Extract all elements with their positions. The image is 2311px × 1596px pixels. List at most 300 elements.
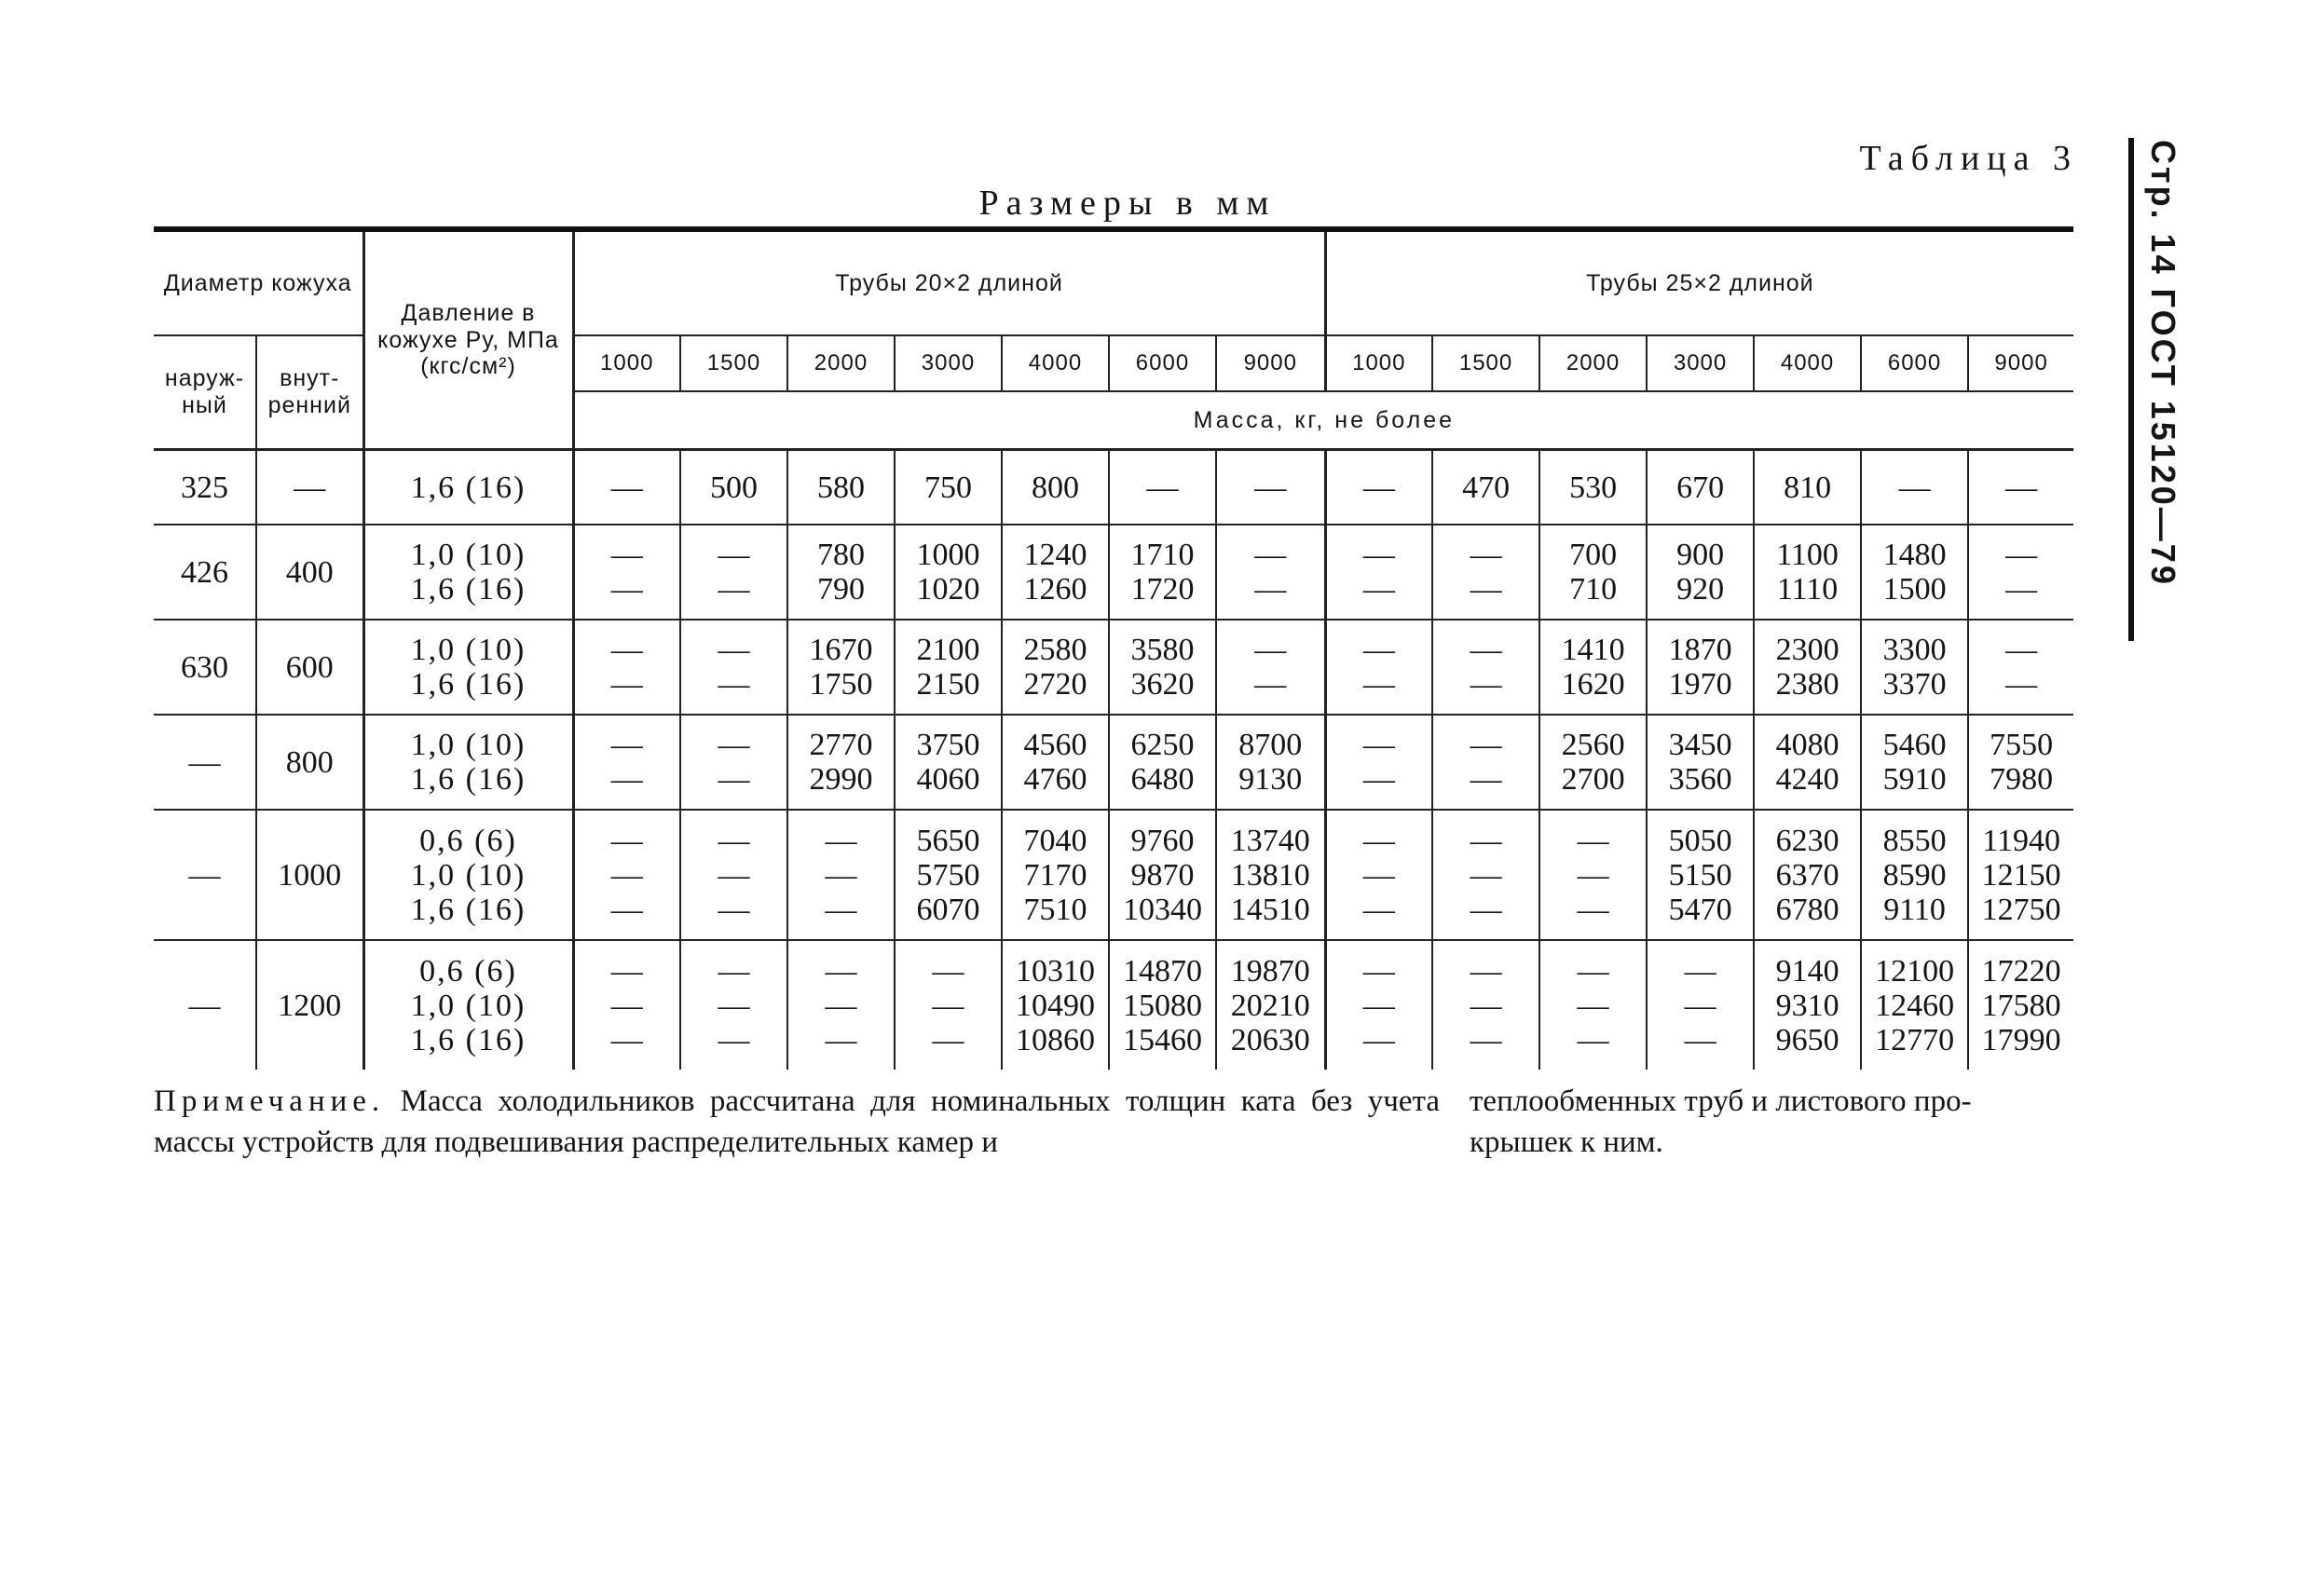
cell-line: 5750: [916, 857, 980, 893]
cell-mass-25: [1539, 940, 1647, 1070]
cell-line: —: [1362, 762, 1395, 797]
cell-line: 810: [1784, 470, 1832, 505]
cell-mass-20: [680, 620, 787, 715]
table-row: [154, 525, 2073, 620]
cell-mass-20: [1109, 450, 1216, 525]
cell-line: —: [1254, 470, 1287, 505]
cell-pressure: [363, 715, 573, 810]
cell-outer-diameter: 630: [154, 620, 256, 715]
cell-mass-20: [573, 940, 680, 1070]
cell-line: —: [610, 538, 643, 572]
cell-line: 1620: [1561, 667, 1625, 702]
cell-mass-25: [1754, 715, 1861, 810]
cell-mass-25: [1647, 940, 1754, 1070]
cell-pressure: [363, 810, 573, 940]
cell-line: —: [1146, 470, 1179, 505]
cell-line: —: [825, 892, 857, 927]
cell-mass-20: [787, 940, 895, 1070]
cell-line: 1970: [1668, 667, 1732, 702]
cell-line: —: [1362, 1022, 1395, 1057]
cell-line: —: [1362, 633, 1395, 667]
cell-line: 3620: [1130, 667, 1195, 702]
cell-line: —: [1577, 857, 1609, 893]
cell-line: —: [610, 633, 643, 667]
cell-mass-20: [1216, 715, 1325, 810]
cell-pressure: [363, 450, 573, 525]
footnote-text-1: Масса холодильников рассчитана для номинальных толщин ката без учета массы устройств для подвешивания распределительных камер и: [154, 1084, 1440, 1159]
cell-line: 800: [1032, 470, 1079, 505]
cell-line: —: [1470, 892, 1502, 927]
cell-line: 2380: [1775, 667, 1839, 702]
cell-line: 3560: [1668, 762, 1732, 797]
cell-line: —: [2005, 470, 2038, 505]
cell-line: 1240: [1023, 538, 1087, 572]
cell-mass-20: [895, 525, 1002, 620]
footnote-column-1: [154, 1081, 1440, 1163]
cell-line: —: [1577, 892, 1609, 927]
cell-line: —: [718, 857, 750, 893]
cell-mass-25: [1647, 810, 1754, 940]
cell-line: —: [1362, 857, 1395, 893]
cell-line: —: [1470, 667, 1502, 702]
cell-line: —: [1254, 538, 1287, 572]
cell-line: 2300: [1775, 633, 1839, 667]
cell-mass-20: [680, 525, 787, 620]
cell-inner-diameter: 1200: [256, 940, 363, 1070]
cell-mass-20: [573, 715, 680, 810]
cell-line: —: [2005, 667, 2038, 702]
cell-mass-25: [1861, 940, 1968, 1070]
cell-mass-20: [1002, 620, 1109, 715]
cell-line: 14870: [1123, 953, 1202, 989]
cell-line: 20630: [1230, 1022, 1310, 1057]
cell-line: 4060: [916, 762, 980, 797]
cell-mass-20: [1216, 525, 1325, 620]
cell-line: 1720: [1130, 572, 1195, 607]
cell-mass-20: [1002, 715, 1109, 810]
cell-line: —: [1577, 823, 1609, 858]
cell-line: —: [1470, 823, 1502, 858]
table-row: [154, 810, 2073, 940]
cell-line: —: [825, 857, 857, 893]
cell-line: 1,0 (10): [410, 538, 526, 572]
cell-line: 9760: [1130, 823, 1195, 858]
cell-line: —: [610, 572, 643, 607]
cell-inner-diameter: 400: [256, 525, 363, 620]
units-caption: Размеры в мм: [978, 184, 1277, 223]
cell-line: 10860: [1016, 1022, 1095, 1057]
cell-mass-25: [1861, 450, 1968, 525]
cell-line: —: [1362, 953, 1395, 989]
cell-pressure: [363, 620, 573, 715]
table-row: [154, 620, 2073, 715]
cell-mass-20: [1109, 525, 1216, 620]
cell-line: —: [610, 823, 643, 858]
cell-line: 20210: [1230, 988, 1310, 1023]
cell-line: 17220: [1981, 953, 2061, 989]
cell-line: 2580: [1023, 633, 1087, 667]
cell-line: 700: [1569, 538, 1618, 572]
cell-line: 1100: [1776, 538, 1839, 572]
header-inner-diameter: внут-ренний: [256, 335, 363, 450]
footnote-column-2: теплообменных труб и листового про-крышек к ним.: [1470, 1084, 1972, 1159]
cell-line: —: [825, 1022, 857, 1057]
cell-mass-20: [1002, 450, 1109, 525]
cell-mass-25: [1754, 810, 1861, 940]
cell-line: 6070: [916, 892, 980, 927]
cell-pressure: [363, 940, 573, 1070]
cell-mass-25: [1325, 715, 1432, 810]
cell-line: 7040: [1023, 823, 1087, 858]
cell-line: —: [932, 988, 964, 1023]
cell-line: 580: [817, 470, 865, 505]
cell-line: 6370: [1775, 857, 1839, 893]
cell-line: 13810: [1230, 857, 1310, 893]
cell-line: 5460: [1882, 728, 1947, 762]
cell-line: 9870: [1130, 857, 1195, 893]
cell-line: —: [610, 857, 643, 893]
cell-line: 1,0 (10): [410, 857, 526, 893]
cell-mass-20: [1109, 715, 1216, 810]
cell-mass-20: [787, 620, 895, 715]
cell-line: 2700: [1561, 762, 1625, 797]
cell-line: —: [1470, 728, 1502, 762]
cell-line: 9650: [1775, 1022, 1839, 1057]
cell-line: —: [1362, 470, 1395, 505]
cell-outer-diameter: —: [154, 810, 256, 940]
cell-mass-20: [1216, 810, 1325, 940]
cell-line: —: [1577, 988, 1609, 1023]
cell-line: 7170: [1023, 857, 1087, 893]
cell-line: —: [2005, 538, 2038, 572]
cell-outer-diameter: —: [154, 940, 256, 1070]
cell-line: 0,6 (6): [419, 823, 517, 858]
cell-line: 10340: [1123, 892, 1202, 927]
cell-line: 1110: [1776, 572, 1839, 607]
cell-line: —: [610, 988, 643, 1023]
table-row: [154, 450, 2073, 525]
cell-mass-20: [573, 810, 680, 940]
cell-line: 4760: [1023, 762, 1087, 797]
cell-mass-25: [1539, 715, 1647, 810]
cell-mass-20: [573, 450, 680, 525]
cell-line: 1,6 (16): [410, 892, 526, 927]
cell-line: 3750: [916, 728, 980, 762]
cell-line: 1,0 (10): [410, 988, 526, 1023]
spec-table: [154, 232, 2073, 1070]
cell-mass-25: [1754, 450, 1861, 525]
cell-line: —: [1470, 988, 1502, 1023]
cell-line: 8590: [1882, 857, 1947, 893]
cell-line: 9310: [1775, 988, 1839, 1023]
cell-mass-25: [1432, 450, 1539, 525]
cell-line: 4240: [1775, 762, 1839, 797]
cell-mass-25: [1325, 940, 1432, 1070]
cell-mass-20: [787, 715, 895, 810]
cell-mass-20: [895, 810, 1002, 940]
cell-line: —: [1470, 857, 1502, 893]
header-length-20: 3000: [895, 335, 1002, 391]
cell-line: 2990: [809, 762, 873, 797]
header-shell-diameter: Диаметр кожуха: [154, 232, 363, 335]
cell-mass-20: [787, 450, 895, 525]
cell-mass-25: [1432, 525, 1539, 620]
cell-line: 11940: [1982, 823, 2060, 858]
cell-line: 5470: [1668, 892, 1732, 927]
header-length-25: 1500: [1432, 335, 1539, 391]
cell-line: 5910: [1882, 762, 1947, 797]
cell-mass-20: [573, 525, 680, 620]
cell-line: 8550: [1882, 823, 1947, 858]
cell-mass-20: [787, 525, 895, 620]
cell-line: —: [718, 538, 750, 572]
cell-line: 17990: [1981, 1022, 2061, 1057]
cell-line: 3580: [1130, 633, 1195, 667]
header-length-25: 4000: [1754, 335, 1861, 391]
cell-line: —: [610, 892, 643, 927]
cell-line: —: [1470, 633, 1502, 667]
cell-line: 8700: [1238, 728, 1303, 762]
cell-line: 12150: [1981, 857, 2061, 893]
cell-line: —: [718, 633, 750, 667]
cell-mass-20: [680, 450, 787, 525]
cell-line: —: [610, 667, 643, 702]
cell-mass-25: [1325, 450, 1432, 525]
cell-mass-20: [680, 810, 787, 940]
cell-mass-25: [1647, 620, 1754, 715]
cell-line: —: [1362, 538, 1395, 572]
side-page-header: Стр. 14 ГОСТ 15120—79: [2144, 140, 2182, 587]
header-length-25: 6000: [1861, 335, 1968, 391]
cell-line: 1,6 (16): [410, 470, 526, 505]
cell-line: —: [610, 1022, 643, 1057]
cell-line: 9110: [1883, 892, 1946, 927]
cell-line: —: [718, 823, 750, 858]
cell-mass-20: [1109, 620, 1216, 715]
cell-mass-25: [1539, 450, 1647, 525]
cell-line: 4080: [1775, 728, 1839, 762]
header-outer-diameter: наруж-ный: [154, 335, 256, 450]
cell-line: 3300: [1882, 633, 1947, 667]
cell-line: —: [932, 953, 964, 989]
cell-inner-diameter: 1000: [256, 810, 363, 940]
cell-mass-25: [1647, 715, 1754, 810]
cell-mass-25: [1754, 620, 1861, 715]
table-row: [154, 940, 2073, 1070]
cell-line: 1,0 (10): [410, 633, 526, 667]
cell-line: —: [718, 572, 750, 607]
cell-outer-diameter: 325: [154, 450, 256, 525]
cell-mass-20: [1216, 620, 1325, 715]
cell-line: 7550: [1990, 728, 2054, 762]
cell-line: 1,0 (10): [410, 728, 526, 762]
cell-line: —: [1362, 572, 1395, 607]
cell-mass-25: [1325, 620, 1432, 715]
cell-mass-20: [895, 450, 1002, 525]
cell-line: —: [718, 667, 750, 702]
cell-line: —: [1577, 1022, 1609, 1057]
cell-line: 2720: [1023, 667, 1087, 702]
cell-mass-25: [1539, 620, 1647, 715]
cell-mass-25: [1861, 810, 1968, 940]
cell-line: 7980: [1990, 762, 2054, 797]
cell-line: 1870: [1668, 633, 1732, 667]
cell-line: 1000: [916, 538, 980, 572]
header-tubes-25: Трубы 25×2 длиной: [1325, 232, 2073, 335]
cell-line: —: [1684, 988, 1716, 1023]
cell-line: —: [1470, 538, 1502, 572]
cell-mass-25: [1539, 525, 1647, 620]
cell-mass-25: [1325, 525, 1432, 620]
table-row: [154, 715, 2073, 810]
cell-line: 6480: [1130, 762, 1195, 797]
cell-mass-25: [1325, 810, 1432, 940]
table-body: [154, 450, 2073, 1071]
cell-mass-20: [1002, 525, 1109, 620]
cell-line: 10490: [1016, 988, 1095, 1023]
cell-line: 750: [924, 470, 972, 505]
cell-line: 500: [710, 470, 758, 505]
cell-mass-20: [787, 810, 895, 940]
header-mass: Масса, кг, не более: [573, 391, 2073, 450]
cell-line: —: [1470, 762, 1502, 797]
cell-pressure: [363, 525, 573, 620]
cell-line: —: [1362, 728, 1395, 762]
cell-line: 5050: [1668, 823, 1732, 858]
cell-line: 530: [1569, 470, 1618, 505]
spec-table-container: [154, 226, 2073, 1070]
cell-line: 15460: [1123, 1022, 1202, 1057]
cell-line: 13740: [1230, 823, 1310, 858]
cell-line: 1410: [1561, 633, 1625, 667]
cell-line: —: [718, 988, 750, 1023]
cell-line: 10310: [1016, 953, 1095, 989]
cell-line: —: [1470, 572, 1502, 607]
header-length-20: 1500: [680, 335, 787, 391]
cell-line: —: [825, 988, 857, 1023]
cell-line: 2100: [916, 633, 980, 667]
cell-line: —: [2005, 633, 2038, 667]
header-length-20: 9000: [1216, 335, 1325, 391]
cell-line: —: [718, 728, 750, 762]
header-length-25: 9000: [1968, 335, 2073, 391]
cell-line: —: [718, 892, 750, 927]
cell-mass-25: [1968, 525, 2073, 620]
cell-line: 12750: [1981, 892, 2061, 927]
cell-line: 12460: [1875, 988, 1955, 1023]
cell-mass-25: [1432, 715, 1539, 810]
cell-mass-20: [895, 940, 1002, 1070]
cell-line: —: [1254, 633, 1287, 667]
cell-mass-25: [1861, 715, 1968, 810]
cell-line: —: [1898, 470, 1931, 505]
cell-mass-25: [1968, 940, 2073, 1070]
cell-mass-20: [1216, 450, 1325, 525]
cell-line: —: [825, 953, 857, 989]
footnote-label: Примечание.: [154, 1084, 386, 1118]
cell-line: 780: [817, 538, 865, 572]
table-number-label: Таблица 3: [1859, 139, 2078, 178]
header-length-20: 6000: [1109, 335, 1216, 391]
cell-line: 1500: [1882, 572, 1947, 607]
cell-line: 4560: [1023, 728, 1087, 762]
cell-line: 9130: [1238, 762, 1303, 797]
cell-line: —: [718, 1022, 750, 1057]
cell-line: 3450: [1668, 728, 1732, 762]
cell-mass-25: [1647, 525, 1754, 620]
header-length-20: 2000: [787, 335, 895, 391]
cell-line: 1020: [916, 572, 980, 607]
header-pressure: Давление в кожухе Pу, МПа (кгс/см²): [363, 232, 573, 450]
cell-line: 12770: [1875, 1022, 1955, 1057]
cell-line: —: [1362, 667, 1395, 702]
cell-mass-25: [1647, 450, 1754, 525]
cell-line: 2150: [916, 667, 980, 702]
cell-mass-20: [680, 940, 787, 1070]
cell-mass-25: [1861, 525, 1968, 620]
cell-line: —: [1577, 953, 1609, 989]
cell-line: 6230: [1775, 823, 1839, 858]
cell-mass-25: [1968, 450, 2073, 525]
cell-line: 0,6 (6): [419, 953, 517, 989]
cell-line: 5150: [1668, 857, 1732, 893]
cell-line: 14510: [1230, 892, 1310, 927]
cell-line: 1,6 (16): [410, 667, 526, 702]
cell-mass-25: [1432, 810, 1539, 940]
header-length-25: 3000: [1647, 335, 1754, 391]
cell-line: —: [610, 762, 643, 797]
cell-mass-25: [1968, 810, 2073, 940]
cell-mass-25: [1968, 715, 2073, 810]
cell-line: —: [1254, 572, 1287, 607]
cell-mass-20: [680, 715, 787, 810]
cell-line: —: [1470, 953, 1502, 989]
cell-line: —: [610, 470, 643, 505]
cell-line: 1,6 (16): [410, 1022, 526, 1057]
cell-line: —: [1684, 1022, 1716, 1057]
cell-line: —: [1684, 953, 1716, 989]
cell-line: 1670: [809, 633, 873, 667]
cell-line: 1750: [809, 667, 873, 702]
cell-line: 2560: [1561, 728, 1625, 762]
cell-line: —: [1470, 1022, 1502, 1057]
cell-line: 6780: [1775, 892, 1839, 927]
cell-mass-25: [1432, 940, 1539, 1070]
cell-mass-20: [1002, 810, 1109, 940]
cell-mass-20: [895, 620, 1002, 715]
cell-line: —: [1254, 667, 1287, 702]
cell-line: 710: [1569, 572, 1618, 607]
cell-line: 9140: [1775, 953, 1839, 989]
cell-line: 470: [1462, 470, 1511, 505]
cell-mass-25: [1861, 620, 1968, 715]
header-length-20: 1000: [573, 335, 680, 391]
header-length-20: 4000: [1002, 335, 1109, 391]
cell-mass-25: [1754, 525, 1861, 620]
cell-line: 7510: [1023, 892, 1087, 927]
cell-mass-20: [1216, 940, 1325, 1070]
cell-line: 1710: [1130, 538, 1195, 572]
cell-line: 900: [1676, 538, 1725, 572]
cell-line: 12100: [1875, 953, 1955, 989]
cell-line: 17580: [1981, 988, 2061, 1023]
cell-line: 19870: [1230, 953, 1310, 989]
cell-line: —: [718, 762, 750, 797]
cell-outer-diameter: —: [154, 715, 256, 810]
cell-line: —: [825, 823, 857, 858]
cell-line: 1480: [1882, 538, 1947, 572]
cell-inner-diameter: 600: [256, 620, 363, 715]
